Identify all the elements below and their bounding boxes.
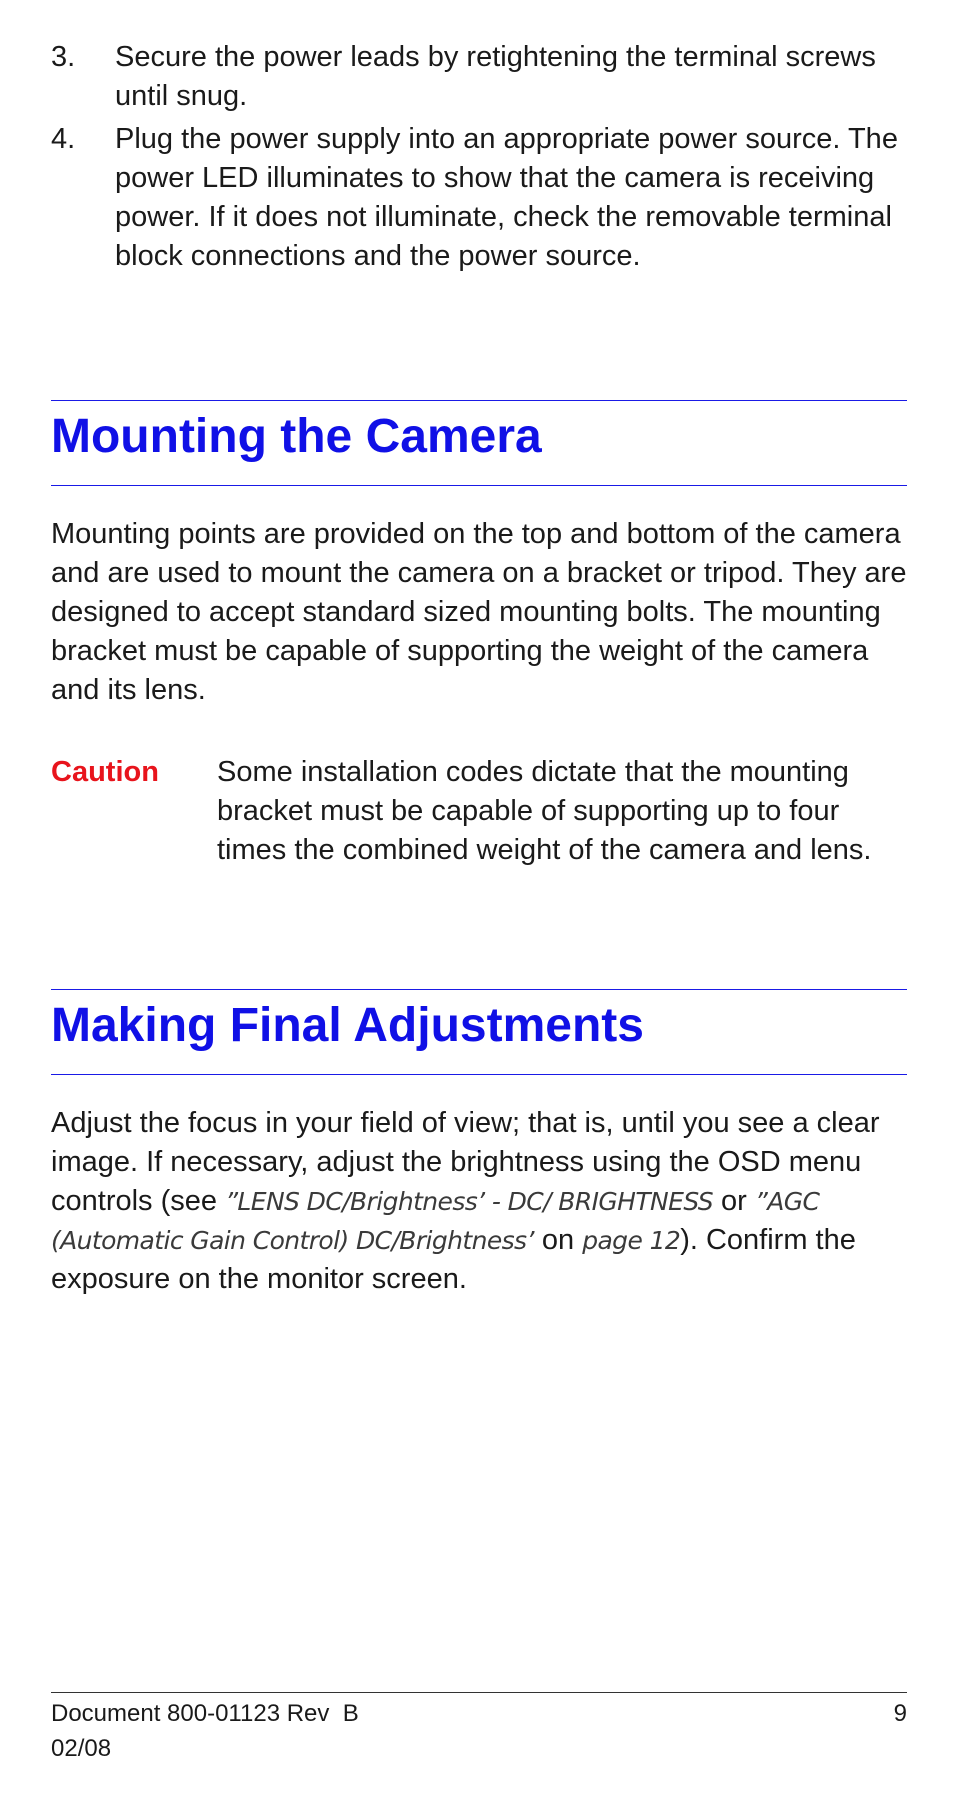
mounting-heading: Mounting the Camera [51, 410, 542, 463]
footer-document-info [51, 1696, 359, 1766]
step-item [51, 38, 907, 116]
document-date: 02/08 [51, 1735, 112, 1762]
section-rule-top [51, 989, 907, 990]
manual-page [51, 0, 907, 1813]
footer-rule [51, 1692, 907, 1693]
page-reference-link[interactable]: page 12 [582, 1226, 681, 1255]
paragraph-text: Adjust the focus in your field of view; that is, until you see a clear image. If necessary, adjust the brightness using the OSD menu controls (see [51, 1107, 880, 1217]
section-rule-bottom [51, 485, 907, 486]
step-text: Plug the power supply into an appropriate power source. The power LED illuminates to show that the camera is receiving power. If it does not illuminate, check the removable terminal block connections and the power source. [115, 123, 898, 272]
procedure-steps [51, 38, 907, 280]
paragraph-text: or [713, 1185, 755, 1217]
mounting-paragraph: Mounting points are provided on the top and bottom of the camera and are used to mount the camera on a bracket or tripod. They are designed to accept standard sized mounting bolts. The mounting bracket must be capable of supporting the weight of the camera and its lens. [51, 518, 907, 706]
cross-reference-link[interactable]: ”LENS DC/Brightness’ - DC/ BRIGHTNESS [225, 1187, 713, 1216]
caution-note [51, 753, 907, 870]
step-number: 3. [51, 41, 76, 73]
adjustments-paragraph [51, 1104, 907, 1299]
adjustments-heading: Making Final Adjustments [51, 999, 644, 1052]
caution-text: Some installation codes dictate that the mounting bracket must be capable of supporting up to four times the combined weight of the camera and lens. [217, 756, 872, 866]
step-number: 4. [51, 123, 76, 155]
step-item [51, 120, 907, 276]
page-number: 9 [893, 1700, 907, 1727]
paragraph-text: ). Confirm the exposure on the monitor screen. [51, 1224, 856, 1295]
document-number: Document 800-01123 Rev B [51, 1700, 359, 1727]
step-text: Secure the power leads by retightening the terminal screws until snug. [115, 41, 876, 112]
section-rule-bottom [51, 1074, 907, 1075]
paragraph-text: on [533, 1224, 583, 1256]
cross-reference-link[interactable]: ”AGC (Automatic Gain Control) DC/Brightness’ [51, 1187, 820, 1255]
caution-label: Caution [51, 756, 159, 788]
section-rule-top [51, 400, 907, 401]
